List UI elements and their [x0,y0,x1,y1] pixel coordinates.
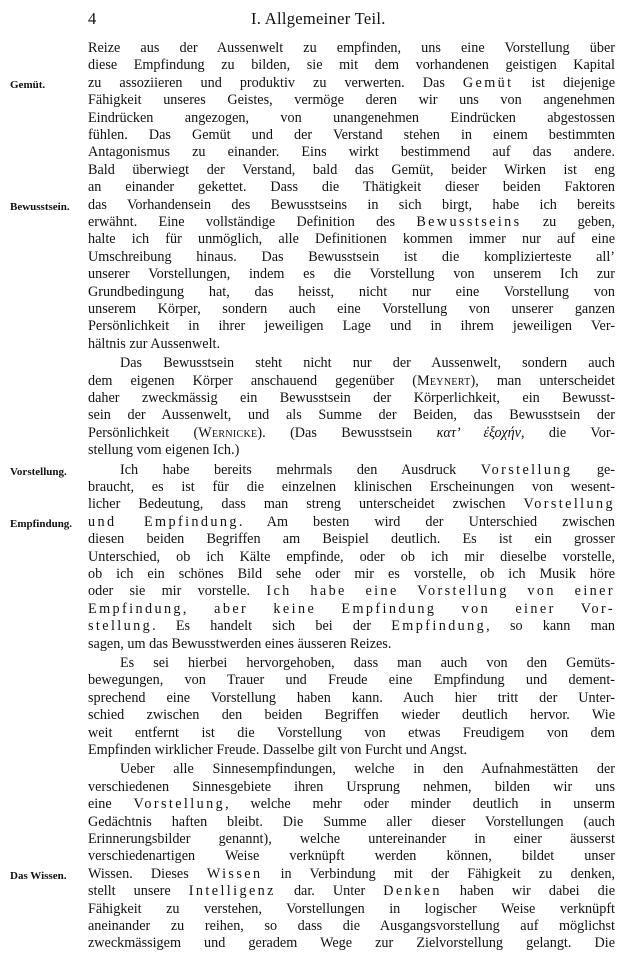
text-line: Umschreibung hinaus. Das Bewusstsein ist die komplizierteste all’ [88,248,615,265]
text-line: aneinander zu reihen, so dass die Ausgangsvorstellung auf möglichst [88,918,615,934]
spaced-term: Ich habe eine Vorstellung von einer [266,583,615,600]
text-line: Erinnerungsbilder genannt), welche untereinander in einer äusserst [88,831,615,847]
text-line: Wissen. Dieses Wissen in Verbindung mit der Fähigkeit zu denken, [88,865,615,882]
text-line: Das Bewusstsein steht nicht nur der Aussenwelt, sondern auch [120,355,615,372]
text-line: das Vorhandensein des Bewusstseins in sich birgt, habe ich bereits [88,196,615,213]
text-line: eine Vorstellung, welche mehr oder minder deutlich in unserm [88,796,615,813]
text-line: unserem Körper, sondern auch eine Vorstellung von unserer ganzen [88,301,615,317]
text-line: stellung vom eigenen Ich.) [88,442,240,459]
text-line: Persönlichkeit (Wernicke). (Das Bewusstsein κατ’ ἐξοχήν, die Vor- [88,424,616,441]
spaced-term: und Empfindung [88,513,239,530]
text-line: hältnis zur Aussenwelt. [88,335,221,352]
spaced-term: stellung [88,618,153,635]
text-line: unserer Vorstellungen, indem es die Vorstellung von unserem Ich zur [88,266,615,283]
text-line: Bald überwiegt der Verstand, bald das Gemüt, beider Wirken ist eng [88,161,615,178]
text-line: stellung. Es handelt sich bei der Empfindung, so kann man [88,618,615,635]
author-name: Meynert [416,372,471,389]
text-line: Fähigkeit zu verstehen, Vorstellungen in logischer Weise verknüpft [88,900,615,917]
text-line: diese Empfindung zu bilden, sie mit dem vorhandenen geistigen Kapital [88,57,615,74]
text-line: Unterschied, ob ich Kälte empfinde, oder ob ich mir dieselbe vorstelle, [88,548,615,565]
text-line: schied zwischen den beiden Begriffen wieder deutlich hervor. Wie [88,707,615,724]
text-line: zu assoziieren und produktiv zu verwerten. Das Gemüt ist diejenige [88,74,616,91]
text-line: Grundbedingung hat, das heisst, nicht nur eine Vorstellung von [88,283,615,300]
text-line: sein der Aussenwelt, und als Summe der Beiden, das Bewusstsein der [88,407,615,424]
running-title: I. Allgemeiner Teil. [251,9,386,28]
margin-note-empfindung: Empfindung. [10,517,73,530]
spaced-term: Intelligenz [188,883,276,900]
text-line: erwähnt. Eine vollständige Definition des Bewusstseins zu geben, [88,214,615,230]
text-line: Persönlichkeit in ihrer jeweiligen Lage und in ihrem jeweiligen Ver- [88,318,615,335]
margin-note-vorstellung: Vorstellung. [10,465,67,478]
text-line: halte ich für unmöglich, alle Definitionen kommen immer nur auf eine [88,231,615,248]
text-line: licher Bedeutung, dass man streng unterscheidet zwischen Vorstellung [88,496,615,513]
spaced-term: Empfindung [391,618,487,635]
text-line: Eindrücken angezogen, von unangenehmen Eindrücken abgestossen [88,109,615,126]
text-line: sprechend eine Vorstellung haben kann. Auch hier tritt der Unter- [88,689,615,706]
spaced-term: Vorstellung [133,796,226,813]
text-line: Antagonismus zu einander. Eins wirkt bestimmend auf das andere. [88,144,615,161]
text-line: an einander gekettet. Dass die Thätigkeit dieser beiden Faktoren [88,179,615,196]
text-line: diesen beiden Begriffen am Beispiel deutlich. Es ist ein grosser [88,531,615,548]
margin-note-das-wissen: Das Wissen. [10,869,67,882]
text-line: dem eigenen Körper anschauend gegenüber (Meynert), man unterscheidet [88,372,615,389]
text-line: Es sei hierbei hervorgehoben, dass man auch von den Gemüts- [120,655,615,671]
text-line: oder sie mir vorstelle. Ich habe eine Vorstellung von einer [88,583,615,600]
text-line: bewegungen, von Trauer und Freude eine Empfindung und dement- [88,672,615,689]
spaced-term: Gemüt [462,74,514,91]
text-line: sagen, um das Bewusstwerden eines äusseren Reizes. [88,635,392,652]
text-line: fühlen. Das Gemüt und der Verstand stehen in einem bestimmten [88,127,615,143]
page-header [0,9,636,31]
text-line: Gedächtnis haften bleibt. Die Summe aller dieser Vorstellungen (auch [88,813,615,830]
author-name: Wernicke [198,424,258,441]
text-line: Reize aus der Aussenwelt zu empfinden, uns eine Vorstellung über [88,40,615,56]
text-line: verschiedenen Sinnesgebiete ihren Ursprung nehmen, bilden wir uns [88,778,615,795]
text-line: Empfinden wirklicher Freude. Dasselbe gilt von Furcht und Angst. [88,742,468,758]
text-line: verschiedenartigen Weise verknüpft werden können, bildet unser [88,848,615,865]
text-line: weit entfernt ist die Vorstellung von etwas Freudigem von dem [88,724,615,741]
text-line: Fähigkeit unseres Geistes, vermöge deren wir uns von angenehmen [88,92,615,109]
margin-note-gemuet: Gemüt. [10,78,46,91]
spaced-term: Bewusstseins [416,214,522,230]
text-line: ob ich ein schönes Bild sehe oder mir es vorstelle, ob ich Musik höre [88,566,615,582]
spaced-term: Wissen [206,865,263,882]
text-line: zweckmässigem und geradem Wege zur Zielvorstellung gelangt. Die [88,935,615,952]
text-line [88,601,615,618]
spaced-term: Empfindung, aber keine Empfindung von einer Vor- [88,600,615,617]
spaced-term: Vorstellung [523,496,615,513]
page-number: 4 [88,9,97,28]
text-line: Ueber alle Sinnesempfindungen, welche in den Aufnahmestätten der [120,761,615,778]
greek-phrase: κατ’ ἐξοχήν [436,424,521,441]
margin-note-bewusstsein: Bewusstsein. [10,200,70,213]
text-line: Ich habe bereits mehrmals den Ausdruck Vorstellung ge- [120,461,615,478]
text-line: daher zweckmässig ein Bewusstsein der Körperlichkeit, ein Bewusst- [88,390,615,406]
text-line: stellt unsere Intelligenz dar. Unter Denken haben wir dabei die [88,883,615,900]
spaced-term: Vorstellung [480,461,573,478]
text-line: und Empfindung. Am besten wird der Unterschied zwischen [88,513,615,530]
text-line: braucht, es ist für die einzelnen klinischen Erscheinungen von wesent- [88,479,615,495]
spaced-term: Denken [383,883,442,900]
